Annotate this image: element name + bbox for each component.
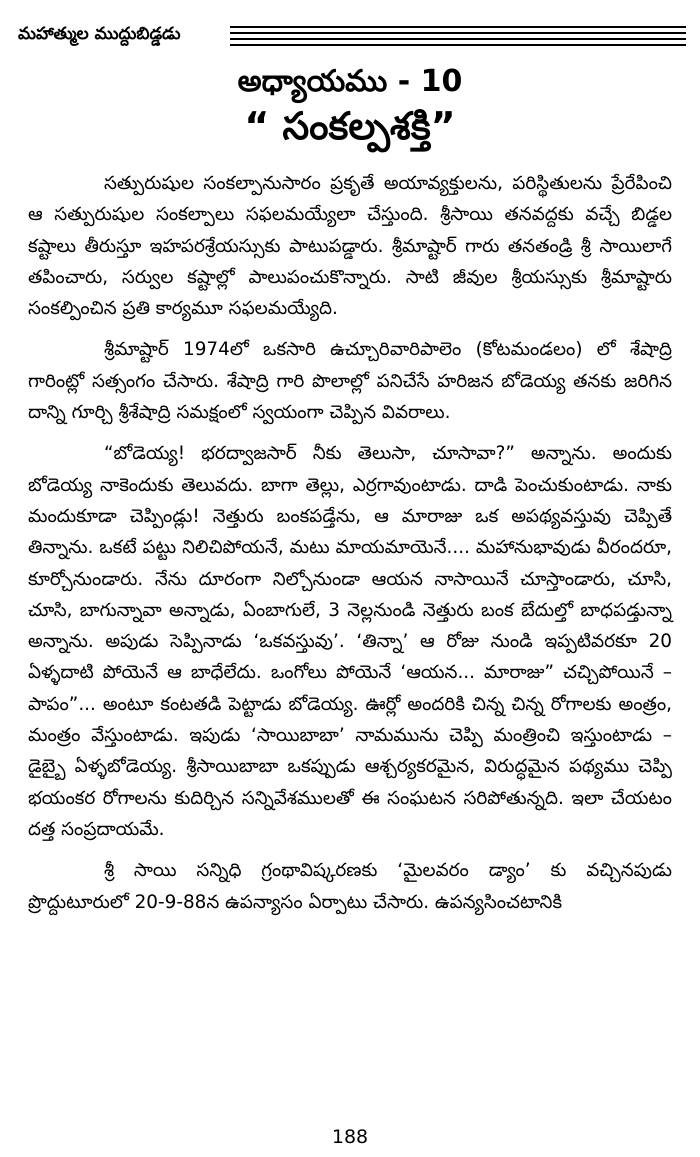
header-rule-line — [230, 44, 686, 46]
book-title: మహాత్ముల ముద్దుబిడ్డడు — [18, 24, 181, 44]
paragraph: శ్రీ సాయి సన్నిధి గ్రంథావిష్కరణకు ‘మైలవరం డ్యాం’ కు వచ్చినపుడు ప్రొద్దుటూరులో 20-9-88న ఉపన్యాసం ఏర్పాటు చేసారు. ఉపన్యసించటానికి — [28, 860, 672, 913]
running-header — [18, 22, 686, 52]
body-text — [28, 168, 672, 928]
header-rule-line — [230, 32, 686, 34]
paragraph: “బోడెయ్య! భరద్వాజసార్ నీకు తెలుసా, చూసావా?” అన్నాను. అందుకు బోడెయ్య నాకెందుకు తెలువదు. బాగా తెల్లు, ఎర్రగావుంటాడు. దాడి పెంచుకుంటాడు. నాకు మందుకూడా చెప్పిండ్లు! నెత్తురు బంకపడ్తేను, ఆ మారాజు ఒక అపథ్యవస్తువు చెప్పితే తిన్నాను. ఒకటే పట్టు నిలిచిపోయనే, మటు మాయమాయెనే.... మహానుభావుడు వీరందరూ, కూర్చోనుండారు. నేను దూరంగా నిల్చోనుండా ఆయన నాసాయినే చూస్తాండారు, చూసి, చూసి, బాగున్నావా అన్నాడు, ఏంబాగులే, 3 నెల్లనుండి నెత్తురు బంక బేదుల్తో బాధపడ్తున్నా అన్నాను. అపుడు సెప్పినాడు ‘ఒకవస్తువు’. ‘తిన్నా’ ఆ రోజు నుండి ఇప్పటివరకూ 20 ఏళ్ళదాటి పోయెనే ఆ బాధేలేదు. ఒంగోలు పోయెనే ‘ఆయన... మారాజు” చచ్చిపోయినే – పాపం”... అంటూ కంటతడి పెట్టాడు బోడెయ్య. ఊర్లో అందరికి చిన్న చిన్న రోగాలకు అంత్రం, మంత్రం వేస్తుంటాడు. ఇపుడు ‘సాయిబాబా’ నామమును చెప్పి మంత్రించి ఇస్తుంటాడు – డైబ్బై ఏళ్ళబోడెయ్య. శ్రీసాయిబాబా ఒకప్పుడు ఆశ్చర్యకరమైన, విరుద్ధమైన పథ్యము చెప్పి భయంకర రోగాలను కుదిర్చిన సన్నివేశములతో ఈ సంఘటన సరిపోతున్నది. ఇలా చేయటం దత్త సంప్రదాయమే. — [28, 443, 672, 840]
header-rules — [230, 26, 686, 50]
header-rule-line — [230, 26, 686, 28]
paragraph: శ్రీమాష్టార్ 1974లో ఒకసారి ఉచ్చూరివారిపాలెం (కోటమండలం) లో శేషాద్రి గారింట్లో సత్సంగం చేసారు. శేషాద్రి గారి పొలాల్లో పనిచేసే హరిజన బోడెయ్య తనకు జరిగిన దాన్ని గూర్చి శ్రీశేషాద్రి సమక్షంలో స్వయంగా చెప్పిన వివరాలు. — [28, 339, 672, 424]
chapter-title: “ సంకల్పశక్తి” — [244, 104, 456, 148]
page-number: 188 — [331, 1126, 369, 1148]
header-rule-line — [230, 38, 686, 40]
paragraph: సత్పురుషుల సంకల్పానుసారం ప్రకృతే అయావ్యక్తులను, పరిస్థితులను ప్రేరేపించి ఆ సత్పురుషుల సంకల్పాలు సఫలమయ్యేలా చేస్తుంది. శ్రీసాయి తనవద్దకు వచ్చే బిడ్డల కష్టాలు తీరుస్తూ ఇహపరశ్రేయస్సుకు పాటుపడ్డారు. శ్రీమాష్టార్ గారు తనతండ్రి శ్రీ సాయిలాగే తపించారు, సర్వుల కష్టాల్లో పాలుపంచుకొన్నారు. సాటి జీవుల శ్రీయస్సుకు శ్రీమాష్టారు సంకల్పించిన ప్రతి కార్యమూ సఫలమయ్యేది. — [28, 173, 672, 320]
chapter-label: అధ్యాయము - 10 — [237, 64, 463, 99]
